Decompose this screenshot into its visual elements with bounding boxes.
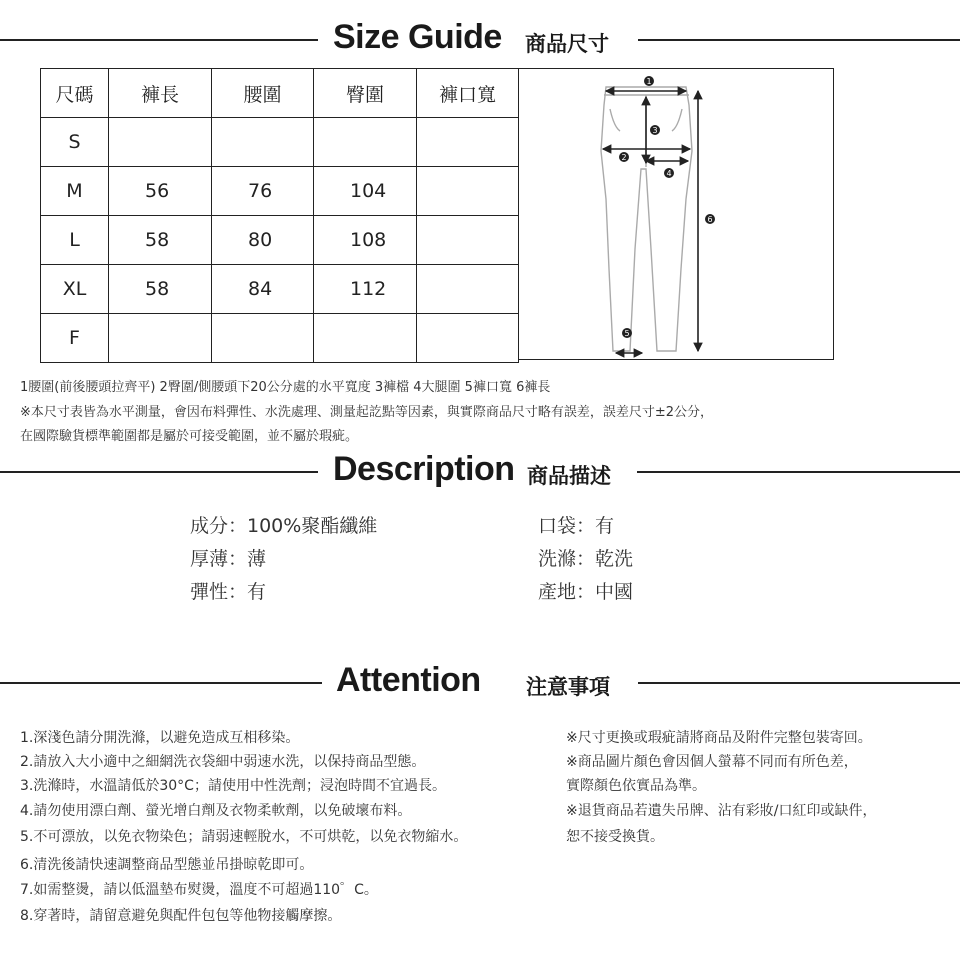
care-item: 2.請放入大小適中之細網洗衣袋細中弱速水洗，以保持商品型態。 [20,754,426,770]
header-hip: 臀圍 [314,69,417,118]
length-cell [109,118,212,167]
header-rule-left [0,39,318,41]
svg-text:5: 5 [624,329,630,338]
size-cell: M [41,167,109,216]
svg-text:1: 1 [646,77,652,86]
hip-cell: 104 [314,167,417,216]
table-header-row [41,69,519,118]
size-cell: S [41,118,109,167]
hip-cell [314,118,417,167]
care-item: 3.洗滌時，水溫請低於30°C；請使用中性洗劑；浸泡時間不宜過長。 [20,778,446,794]
marker-4 [664,168,674,178]
description-title-zh: 商品描述 [527,464,611,488]
size-cell: F [41,314,109,363]
policy-item: 恕不接受換貨。 [566,829,664,845]
table-row [41,265,519,314]
size-cell: L [41,216,109,265]
description-title-en: Description [333,450,515,488]
waist-cell: 84 [212,265,314,314]
waist-cell [212,118,314,167]
header-rule-right [638,39,960,41]
measurement-markers [619,76,715,338]
spec-pocket: 口袋：有 [538,515,615,537]
marker-1 [644,76,654,86]
size-guide-title-en: Size Guide [333,18,502,56]
hem-cell [417,265,519,314]
header-length: 褲長 [109,69,212,118]
policy-item: ※尺寸更換或瑕疵請將商品及附件完整包裝寄回。 [566,730,872,746]
table-row [41,314,519,363]
measurement-disclaimer-cont: 在國際驗貨標準範圍都是屬於可接受範圍，並不屬於瑕疵。 [20,429,359,444]
table-row [41,167,519,216]
waist-cell: 80 [212,216,314,265]
hem-cell [417,216,519,265]
policy-item: 實際顏色依實品為準。 [566,778,706,794]
header-size: 尺碼 [41,69,109,118]
hem-cell [417,167,519,216]
measurement-disclaimer: ※本尺寸表皆為水平測量，會因布料彈性、水洗處理、測量起訖點等因素，與實際商品尺寸略有誤差，誤差尺寸±2公分， [20,405,714,420]
hem-cell [417,314,519,363]
header-rule-left [0,471,318,473]
attention-header [0,661,960,705]
marker-3 [650,125,660,135]
svg-text:6: 6 [707,215,713,224]
header-rule-left [0,682,322,684]
hip-cell: 108 [314,216,417,265]
waist-cell [212,314,314,363]
care-item: 4.請勿使用漂白劑、螢光增白劑及衣物柔軟劑，以免破壞布料。 [20,803,412,819]
hip-cell: 112 [314,265,417,314]
policy-item: ※商品圖片顏色會因個人螢幕不同而有所色差， [566,754,858,770]
table-row [41,118,519,167]
attention-title-en: Attention [336,661,481,699]
pants-illustration [518,69,834,361]
care-item: 1.深淺色請分開洗滌，以避免造成互相移染。 [20,730,300,746]
hem-cell [417,118,519,167]
spec-thickness: 厚薄：薄 [190,548,267,570]
length-cell: 58 [109,265,212,314]
marker-6 [705,214,715,224]
length-cell: 56 [109,167,212,216]
spec-elasticity: 彈性：有 [190,581,267,603]
length-cell [109,314,212,363]
length-cell: 58 [109,216,212,265]
header-rule-right [638,682,960,684]
hip-cell [314,314,417,363]
measurement-legend: 1腰圍(前後腰頭拉齊平) 2臀圍/側腰頭下20公分處的水平寬度 3褲檔 4大腿圍 5褲口寬 6褲長 [20,380,551,395]
svg-text:4: 4 [666,169,672,178]
care-item: 6.清洗後請快速調整商品型態並吊掛晾乾即可。 [20,857,314,873]
size-guide-header [0,18,960,62]
size-guide-title-zh: 商品尺寸 [525,32,609,56]
attention-title-zh: 注意事項 [526,675,610,699]
svg-text:3: 3 [652,126,658,135]
header-hem: 褲口寬 [417,69,519,118]
spec-washing: 洗滌：乾洗 [538,548,634,570]
marker-2 [619,152,629,162]
size-cell: XL [41,265,109,314]
header-waist: 腰圍 [212,69,314,118]
marker-5 [622,328,632,338]
spec-material: 成分：100%聚酯纖維 [190,515,378,537]
svg-text:2: 2 [621,153,627,162]
header-rule-right [637,471,960,473]
spec-origin: 產地：中國 [538,581,634,603]
care-item: 8.穿著時，請留意避免與配件包包等他物接觸摩擦。 [20,908,342,924]
size-table [40,68,519,363]
waist-cell: 76 [212,167,314,216]
table-row [41,216,519,265]
pants-measurement-diagram [518,68,834,360]
description-header [0,450,960,494]
care-item: 7.如需整燙，請以低溫墊布熨燙，溫度不可超過110゜C。 [20,882,378,898]
policy-item: ※退貨商品若遺失吊牌、沾有彩妝/口紅印或缺件， [566,803,877,819]
care-item: 5.不可漂放，以免衣物染色；請弱速輕脫水，不可烘乾，以免衣物縮水。 [20,829,468,845]
